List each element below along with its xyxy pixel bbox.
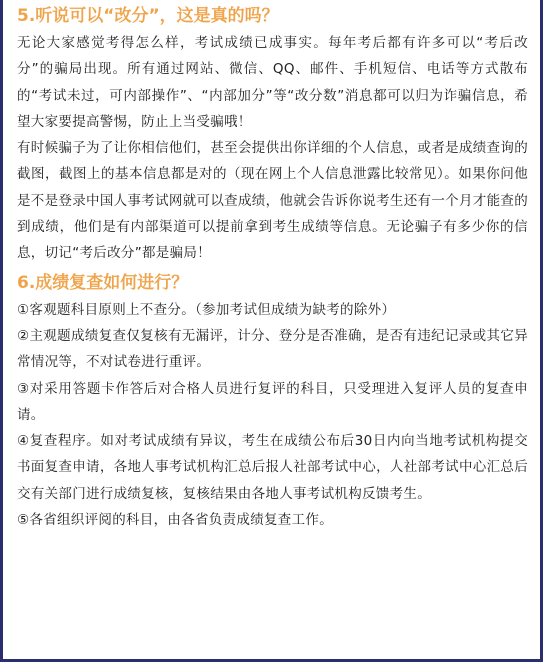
section-5-paragraph-2: 有时候骗子为了让你相信他们，甚至会提供出你详细的个人信息，或者是成绩查询的截图，截图上的基本信息都是对的（现在网上个人信息泄露比较常见）。如果你问他是不是登录中国人事考试网就可以查成绩，他就会告诉你说考生还有一个月才能查的到成绩，他们是有内部渠道可以提前拿到考生成绩等信息。无论骗子有多少你的信息，切记“考后改分”都是骗局！ [17, 140, 528, 262]
section-5-heading: 5.听说可以“改分”，这是真的吗？ [17, 6, 279, 26]
section-6-item-1: ①客观题科目原则上不查分。（参加考试但成绩为缺考的除外） [17, 301, 396, 318]
section-6-item-5: ⑤各省组织评阅的科目，由各省负责成绩复查工作。 [17, 512, 334, 529]
section-6-item-3: ③对采用答题卡作答后对合格人员进行复评的科目，只受理进入复评人员的复查申请。 [17, 380, 528, 423]
section-5-paragraph-1: 无论大家感觉考得怎么样，考试成绩已成事实。每年考后都有许多可以“考后改分”的骗局出现。所有通过网站、微信、QQ、邮件、手机短信、电话等方式散布的“考试未过，可内部操作”、“内部加分”等“改分数”消息都可以归为诈骗信息，希望大家要提高警惕，防止上当受骗哦！ [17, 35, 528, 130]
article-content [17, 0, 528, 533]
section-6-item-4: ④复查程序。如对考试成绩有异议，考生在成绩公布后30日内向当地考试机构提交书面复查申请，各地人事考试机构汇总后报人社部考试中心，人社部考试中心汇总后交有关部门进行成绩复核，复核结果由各地人事考试机构反馈考生。 [17, 433, 528, 502]
section-6-heading: 6.成绩复查如何进行？ [17, 272, 189, 293]
section-6-item-2: ②主观题成绩复查仅复核有无漏评，计分、登分是否准确，是否有违纪记录或其它异常情况等，不对试卷进行重评。 [17, 327, 528, 371]
